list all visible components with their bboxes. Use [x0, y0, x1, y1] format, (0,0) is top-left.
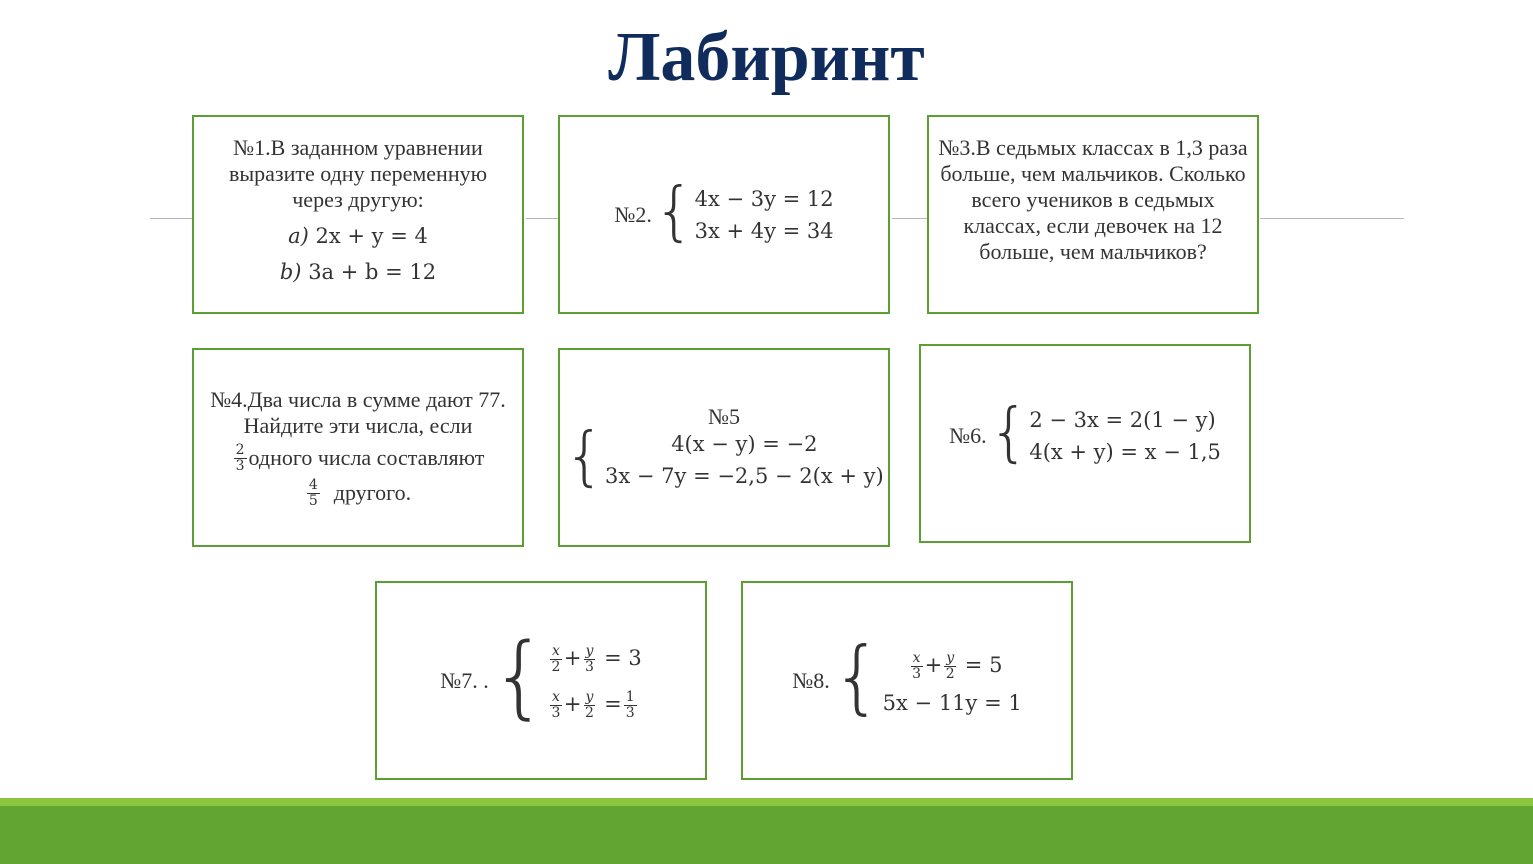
- system-brace-icon: {: [564, 419, 606, 494]
- fraction-numerator: y: [946, 649, 955, 666]
- task-4-line-3: [305, 478, 411, 509]
- task-card-1: [192, 115, 524, 314]
- task-1-item-a-equation: 2x + y = 4: [315, 224, 428, 248]
- task-7-equation-2: $\frac{x}{3}$ + $\frac{y}{2}$ = $\frac{1}{3}$: [551, 688, 635, 721]
- task-6-equation-1: 2 − 3x = 2(1 − y): [1029, 407, 1216, 432]
- fraction: [911, 651, 923, 682]
- fraction-denominator: 2: [945, 665, 955, 682]
- fraction-denominator: 3: [912, 665, 922, 682]
- fraction-numerator: 2: [235, 441, 245, 458]
- task-1-item-b-label: b): [279, 260, 302, 284]
- fraction: [550, 690, 562, 721]
- task-1-item-a: [288, 223, 428, 249]
- task-7-label: №7. .: [440, 667, 489, 693]
- fraction-numerator: 4: [308, 476, 318, 493]
- task-2-label: №2.: [614, 201, 652, 227]
- task-1-item-a-label: a): [288, 224, 309, 248]
- equation-rhs: = 5: [964, 652, 1003, 677]
- task-1-item-b-equation: 3a + b = 12: [308, 260, 437, 284]
- system-brace-icon: {: [653, 174, 695, 249]
- fraction: [944, 651, 956, 682]
- task-card-4: [192, 348, 524, 547]
- system-brace-icon: {: [831, 629, 883, 723]
- task-8-label: №8.: [792, 667, 830, 693]
- fraction-denominator: 3: [585, 658, 594, 675]
- fraction: [584, 644, 596, 675]
- task-4-line-3-text: другого.: [333, 480, 412, 505]
- connector-line-right: [1260, 218, 1404, 219]
- page-title: Лабиринт: [608, 19, 925, 96]
- fraction-numerator: y: [585, 642, 594, 659]
- task-4-line-2: [232, 443, 485, 474]
- task-7-equation-1: $\frac{x}{2}$ + $\frac{y}{3}$ = 3: [551, 642, 642, 675]
- fraction-numerator: y: [585, 688, 594, 705]
- task-5-equation-1: 4(x − y) = −2: [671, 431, 818, 456]
- fraction-denominator: 3: [625, 704, 635, 721]
- fraction: [624, 690, 637, 721]
- task-4-line-1: №4.Два числа в сумме дают 77. Найдите эти числа, если: [210, 386, 506, 438]
- fraction-denominator: 5: [308, 492, 318, 509]
- task-card-7: [375, 581, 707, 780]
- task-4-line-2-text: одного числа составляют: [248, 445, 485, 470]
- task-1-text: №1.В заданном уравнении выразите одну переменную через другую:: [228, 135, 488, 212]
- system-brace-icon: {: [988, 395, 1030, 470]
- task-card-3: [927, 115, 1259, 314]
- fraction-numerator: x: [552, 688, 560, 705]
- system-brace-icon: {: [490, 623, 548, 729]
- fraction: [584, 690, 596, 721]
- task-card-6: [919, 344, 1251, 543]
- fraction-denominator: 2: [551, 658, 561, 675]
- task-4-fraction-2: [307, 478, 320, 509]
- task-card-2: [558, 115, 890, 314]
- task-1-item-b: [280, 259, 436, 285]
- task-5-equation-2: 3x − 7y = −2,5 − 2(x + y): [605, 463, 884, 488]
- connector-line-left: [150, 218, 194, 219]
- task-8-equation-1: $\frac{x}{3}$ + $\frac{y}{2}$ = 5: [912, 649, 1003, 682]
- fraction-numerator: x: [552, 642, 560, 659]
- footer-stripe-light: [0, 798, 1533, 806]
- task-6-label: №6.: [949, 422, 987, 448]
- connector-line-1-2: [526, 218, 560, 219]
- fraction-numerator: x: [912, 649, 921, 666]
- fraction-denominator: 3: [235, 457, 245, 474]
- task-2-equation-1: 4x − 3y = 12: [694, 186, 834, 211]
- fraction-denominator: 3: [551, 704, 561, 721]
- task-5-label: №5: [708, 403, 740, 429]
- fraction-numerator: 1: [625, 688, 635, 705]
- connector-line-2-3: [892, 218, 929, 219]
- task-8-equation-2: 5x − 11y = 1: [882, 690, 1022, 715]
- task-card-5: [558, 348, 890, 547]
- task-card-8: [741, 581, 1073, 780]
- fraction-denominator: 2: [585, 704, 594, 721]
- task-4-fraction-1: [234, 443, 247, 474]
- equation-rhs: = 3: [604, 645, 642, 670]
- task-3-text: №3.В седьмых классах в 1,3 раза больше, чем мальчиков. Сколько всего учеников в седьмых классах, если девочек на 12 больше, чем мальчиков?: [938, 135, 1248, 264]
- footer-stripe-dark: [0, 806, 1533, 864]
- task-2-equation-2: 3x + 4y = 34: [694, 218, 834, 243]
- fraction: [550, 644, 562, 675]
- task-6-equation-2: 4(x + y) = x − 1,5: [1029, 439, 1221, 464]
